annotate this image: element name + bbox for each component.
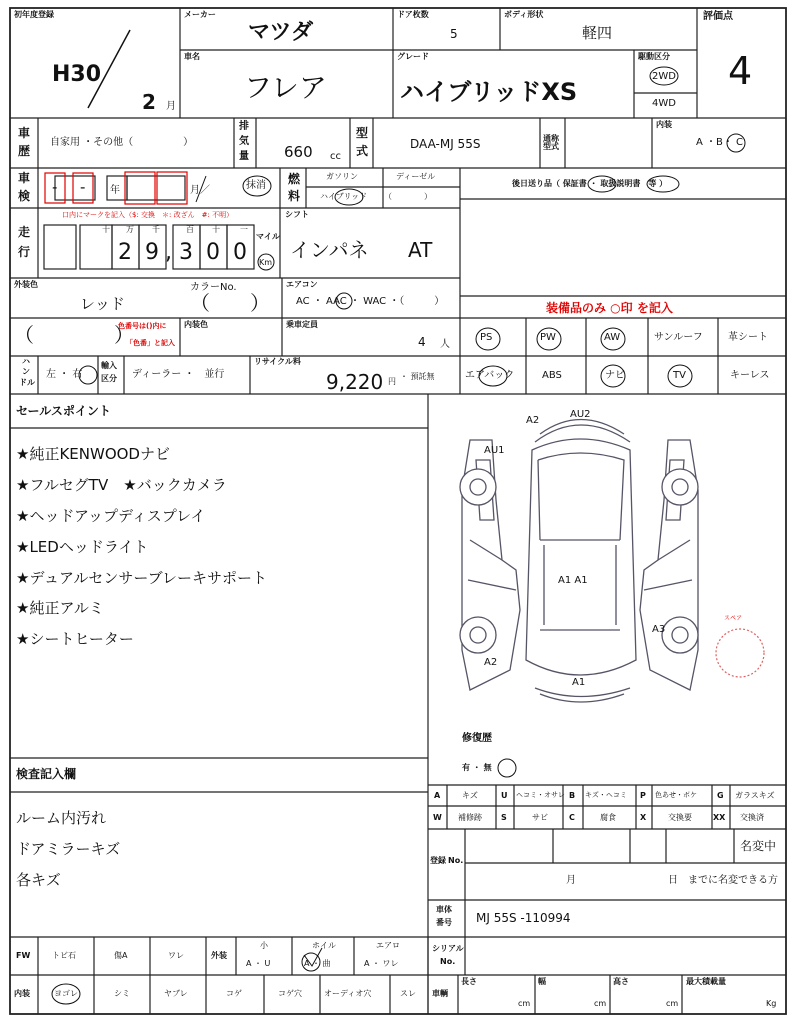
red-note-2: 「色番」と記入 [126, 339, 175, 347]
mileage-unit-hundred: 百 [186, 225, 194, 234]
model-label: 車名 [184, 52, 200, 61]
cc-unit: cc [330, 151, 341, 162]
handle-label-2: ン [22, 367, 30, 376]
max-load-unit: Kg [766, 999, 777, 1008]
legend-text: 腐食 [600, 813, 616, 822]
legend-text: サビ [532, 813, 548, 822]
inspector-notes-title: 検査記入欄 [16, 767, 77, 781]
equip-keyless: キーレス [730, 370, 770, 381]
mileage-label-2: 行 [18, 245, 31, 259]
damage-mark: A3 [652, 624, 666, 635]
legend-text: ガラスキズ [735, 791, 775, 800]
interior-option: スレ [400, 989, 416, 998]
legend-code: A [434, 791, 441, 800]
registration-label-2: No. [448, 856, 464, 865]
mileage-unit-man: 万 [126, 225, 134, 234]
legend-code: G [717, 791, 724, 800]
legend-text: 交換済 [740, 813, 764, 822]
import-value: ディーラー ・ 並行 [132, 369, 225, 380]
mileage-comma: , [165, 240, 172, 265]
first-registration-month: 2 [142, 90, 156, 114]
body-value: 軽四 [582, 24, 613, 42]
legend-code: XX [713, 813, 726, 822]
exterior-label: 外装 [211, 951, 227, 960]
interior-option: コゲ [226, 989, 242, 998]
vehicle-dims-label: 車輌 [432, 989, 448, 998]
mileage-digit-5: 0 [206, 240, 220, 265]
sales-point-item: ★純正アルミ [16, 599, 104, 617]
damage-mark: AU2 [570, 409, 591, 420]
inspection-year-unit: 年 [110, 185, 120, 196]
legend-text: ヘコミ・オサレ [516, 791, 565, 799]
mileage-unit-ten-thousand: 十 [102, 225, 110, 234]
grade-value: ハイブリッドXS [400, 78, 578, 106]
aircon-label: エアコン [286, 280, 318, 289]
capacity-label: 乗車定員 [286, 320, 318, 329]
height-unit: cm [666, 999, 679, 1008]
capacity-unit: 人 [440, 339, 450, 350]
recycle-deposit: ・ 預託無 [400, 372, 435, 381]
fw-label: FW [16, 951, 31, 960]
interior-label: 内装 [14, 989, 30, 998]
interior-color-label: 内装色 [184, 320, 208, 329]
mileage-digit-4: 3 [179, 240, 193, 265]
mileage-unit-one: 一 [240, 225, 248, 234]
interior-option: ヨゴレ [54, 989, 78, 998]
mileage-km: Km [259, 258, 273, 267]
fw-option: 傷A [114, 951, 128, 960]
sales-point-item: ★フルセグTV ★バックカメラ [16, 476, 227, 494]
history-label-2: 歴 [18, 144, 31, 158]
displacement-label-3: 量 [239, 151, 249, 162]
sales-point-item: ★シートヒーター [16, 630, 134, 648]
shift-type: AT [408, 238, 433, 262]
equip-tv: TV [673, 370, 686, 381]
inspector-note-item: 各キズ [16, 871, 61, 889]
fuel-label-1: 燃 [288, 172, 301, 186]
equip-airbag: エアバック [465, 370, 515, 381]
spare-label: スペア [724, 615, 743, 622]
small-options: A ・ U [246, 959, 271, 968]
handle-label-1: ハ [22, 357, 30, 366]
width-unit: cm [594, 999, 607, 1008]
height-label: 高さ [613, 977, 629, 986]
interior-option: コゲ穴 [278, 989, 302, 998]
mileage-digit-6: 0 [233, 240, 247, 265]
fw-option: ワレ [168, 951, 184, 960]
legend-text: 補修跡 [458, 813, 482, 822]
inspection-label-2: 検 [18, 189, 31, 203]
legend-code: B [569, 791, 576, 800]
mileage-digit-3: 9 [145, 240, 159, 265]
fw-option: トビ石 [52, 951, 76, 960]
drive-4wd: 4WD [652, 98, 676, 109]
equip-sunroof: サンルーフ [654, 332, 703, 343]
paren-value: （ ） [14, 323, 134, 347]
sales-point-item: ★ヘッドアップディスプレイ [16, 507, 206, 525]
mileage-mile: マイル [256, 232, 280, 241]
inspector-note-item: ドアミラーキズ [16, 840, 121, 858]
registration-label-1: 登録 [430, 856, 446, 865]
import-label-1: 輸入 [101, 361, 117, 370]
first-registration-label: 初年度登録 [14, 10, 54, 19]
damage-mark: A1 A1 [558, 575, 588, 586]
mileage-note: 口内にマークを記入（$: 交換 ＊: 改ざん #: 不明） [62, 211, 234, 219]
fuel-gasoline: ガソリン [326, 172, 358, 181]
mileage-unit-ten: 十 [212, 225, 220, 234]
doors-label: ドア枚数 [397, 10, 429, 19]
registration-month: 月 [566, 875, 576, 886]
recycle-yen: 円 [388, 377, 396, 386]
name-change-pending: 名変中 [740, 839, 777, 853]
serial-label-2: No. [440, 957, 456, 966]
red-note-1: 色番号は()内に [118, 322, 167, 330]
maker-label: メーカー [184, 10, 216, 19]
equipment-header: 装備品のみ ○印 を記入 [546, 301, 673, 315]
interior-option: ヤブレ [164, 989, 188, 998]
interior-option: オーディオ穴 [324, 989, 372, 998]
aero-options: A ・ ワレ [364, 959, 399, 968]
legend-code: P [640, 791, 646, 800]
shift-label: シフト [285, 210, 309, 219]
inspection-dash-1: - [52, 178, 58, 196]
exterior-color-label: 外装色 [14, 280, 38, 289]
repair-history-label: 修復歴 [462, 733, 492, 744]
recycle-value: 9,220 [326, 370, 384, 394]
body-label: ボディ形状 [504, 10, 544, 19]
mileage-label-1: 走 [18, 225, 31, 239]
exterior-color-value: レッド [80, 295, 125, 313]
aero-label: エアロ [376, 941, 400, 950]
damage-mark: A1 [572, 677, 586, 688]
inspection-expired: 抹消 [246, 180, 266, 191]
mileage-unit-thousand: 千 [152, 225, 160, 234]
displacement-value: 660 [284, 143, 313, 161]
import-label-2: 区分 [101, 374, 117, 383]
color-no-label: カラーNo. [190, 282, 237, 293]
wheel-label: ホイル [312, 941, 336, 950]
displacement-label-1: 排 [239, 121, 249, 132]
inspection-dash-2: - [80, 178, 86, 196]
equip-navi: ナビ [605, 370, 625, 381]
interior-grade-value: A ・B・ C [696, 137, 744, 148]
legend-code: U [501, 791, 508, 800]
interior-grade-label: 内装 [656, 120, 672, 129]
small-label: 小 [260, 941, 268, 950]
width-label: 幅 [538, 977, 546, 986]
history-label-1: 車 [18, 126, 31, 140]
fuel-label-2: 料 [288, 189, 301, 203]
aircon-value: AC ・ AAC ・ WAC ・（ ） [296, 296, 445, 307]
handle-value: 左 ・ 右 [46, 369, 83, 380]
model-value: フレア [244, 71, 327, 104]
sales-point-item: ★デュアルセンサーブレーキサポート [16, 569, 268, 587]
interior-option: シミ [114, 989, 130, 998]
length-label: 長さ [461, 977, 477, 986]
equip-aw: AW [604, 332, 621, 343]
legend-text: 色あせ・ボケ [655, 791, 697, 799]
history-value: 自家用 ・その他（ ） [50, 137, 194, 148]
doors-value: 5 [450, 27, 458, 41]
maker-value: マツダ [248, 20, 314, 45]
drive-2wd: 2WD [652, 71, 676, 82]
legend-text: 交換要 [668, 813, 692, 822]
legend-code: C [569, 813, 575, 822]
registration-day-note: 日 までに名変できる方 [668, 875, 778, 886]
length-unit: cm [518, 999, 531, 1008]
later-docs: 後日送り品（ 保証書 ・ 取扱説明書 等 ） [512, 179, 668, 188]
equip-leather: 革シート [728, 332, 768, 343]
capacity-value: 4 [418, 335, 426, 349]
recycle-label: リサイクル料 [254, 357, 301, 366]
mileage-digit-2: 2 [118, 240, 132, 265]
displacement-label-2: 気 [239, 136, 249, 147]
sales-point-item: ★純正KENWOODナビ [16, 445, 170, 463]
inspector-note-item: ルーム内汚れ [16, 809, 107, 827]
alt-type-label: 通称型式 [543, 134, 559, 151]
damage-mark: A2 [484, 657, 498, 668]
inspection-label-1: 車 [18, 171, 31, 185]
serial-label-1: シリアル [432, 944, 464, 953]
fuel-hybrid: ハイブリッド [320, 192, 368, 201]
month-unit: 月 [166, 101, 176, 112]
score-value: 4 [728, 49, 753, 93]
legend-text: キズ [462, 791, 478, 800]
equip-ps: PS [480, 332, 493, 343]
repair-history-value: 有 ・ 無 [462, 763, 492, 772]
shift-position: インパネ [290, 238, 369, 262]
equip-abs: ABS [542, 370, 562, 381]
score-label: 評価点 [703, 11, 733, 22]
fuel-diesel: ディーゼル [396, 172, 436, 181]
chassis-number: MJ 55S -110994 [476, 911, 571, 925]
sales-point-item: ★LEDヘッドライト [16, 538, 149, 556]
type-value: DAA-MJ 55S [410, 137, 481, 151]
grade-label: グレード [397, 52, 429, 61]
chassis-label-2: 番号 [436, 918, 452, 927]
color-no-value: （ ） [190, 291, 270, 315]
wheel-options: A ・ 曲 [304, 959, 331, 968]
legend-code: S [501, 813, 507, 822]
inspection-month-unit: 月／ [190, 185, 210, 196]
equip-pw: PW [540, 332, 556, 343]
max-load-label: 最大積載量 [686, 977, 726, 986]
chassis-label-1: 車体 [436, 905, 452, 914]
legend-code: X [640, 813, 647, 822]
fuel-other: （ ） [384, 192, 432, 201]
damage-mark: AU1 [484, 445, 505, 456]
type-label-1: 型 [356, 126, 369, 140]
drive-label: 駆動区分 [638, 52, 670, 61]
sales-points-title: セールスポイント [16, 404, 111, 418]
legend-code: W [433, 813, 442, 822]
handle-label-3: ドル [19, 378, 35, 387]
type-label-2: 式 [356, 144, 369, 158]
damage-mark: A2 [526, 415, 540, 426]
legend-text: キズ・ヘコミ [585, 791, 627, 799]
first-registration-year: H30 [52, 62, 102, 87]
